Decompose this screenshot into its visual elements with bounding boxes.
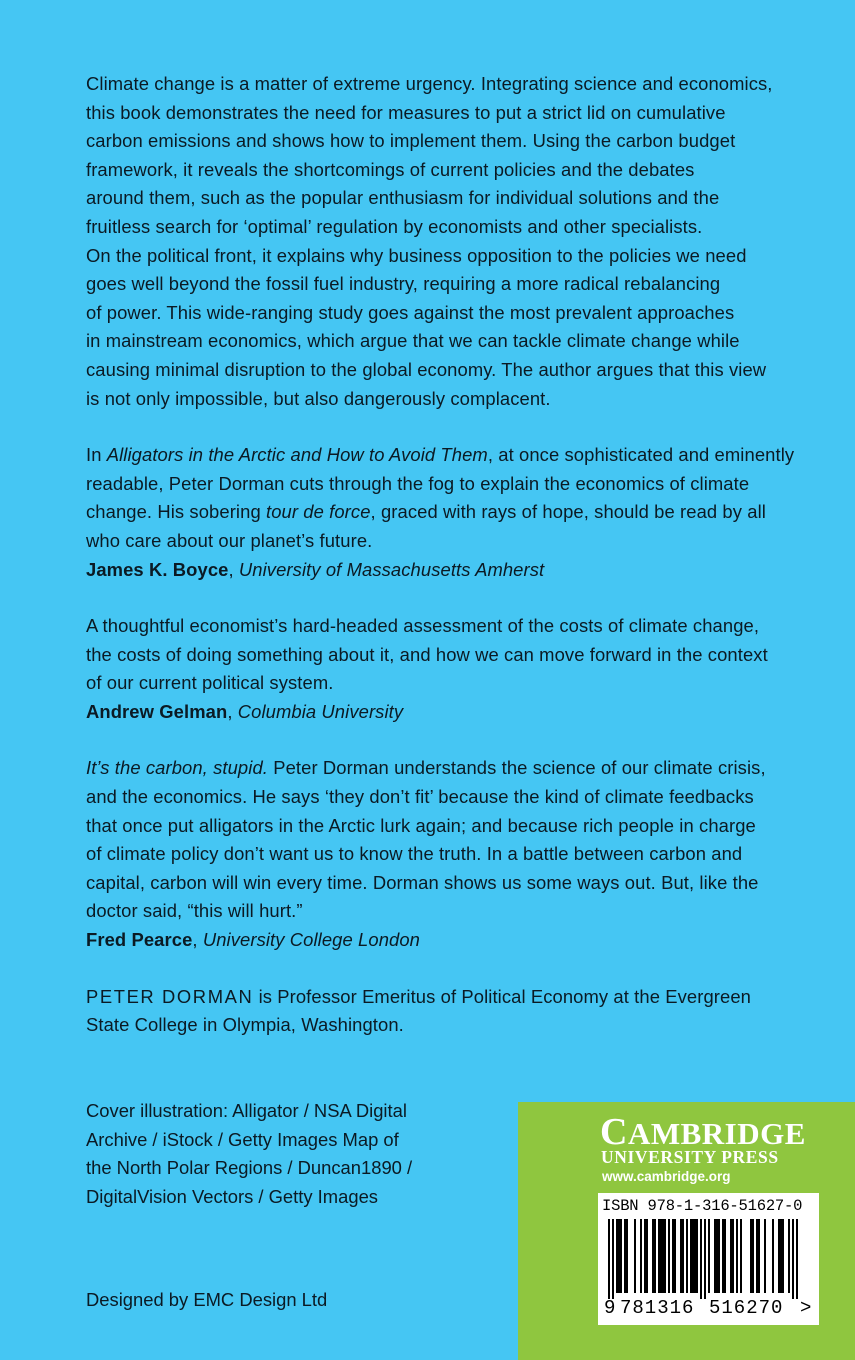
isbn-label: ISBN 978-1-316-51627-0	[602, 1197, 803, 1215]
credit-line: Archive / iStock / Getty Images Map of	[86, 1128, 399, 1150]
barcode-bar	[724, 1219, 726, 1293]
barcode-bar	[758, 1219, 760, 1293]
barcode-bar	[692, 1219, 694, 1293]
blurb-line: causing minimal disruption to the global economy. The author argues that this view	[86, 358, 767, 380]
barcode-bar	[740, 1219, 742, 1293]
barcode-bar	[764, 1219, 766, 1293]
blurb-line: is not only impossible, but also dangerously complacent.	[86, 387, 551, 409]
barcode-bar	[718, 1219, 720, 1293]
barcode-arrow: >	[800, 1297, 812, 1319]
blurb-line: framework, it reveals the shortcomings of current policies and the debates	[86, 158, 695, 180]
barcode-bar	[792, 1219, 794, 1299]
barcode-bar	[722, 1219, 724, 1293]
barcode-bar	[644, 1219, 646, 1293]
bio-line: State College in Olympia, Washington.	[86, 1014, 404, 1036]
blurb-line: around them, such as the popular enthusiasm for individual solutions and the	[86, 187, 720, 209]
barcode-digit-first: 9	[604, 1297, 616, 1319]
review-line: readable, Peter Dorman cuts through the fog to explain the economics of climate	[86, 472, 750, 494]
barcode-bar	[716, 1219, 718, 1293]
barcode-digits-right: 516270	[709, 1297, 784, 1319]
design-credit: Designed by EMC Design Ltd	[86, 1289, 328, 1310]
barcode-bar	[662, 1219, 664, 1293]
cover-credit	[86, 1097, 506, 1211]
reviewer-name: Andrew Gelman	[86, 700, 228, 722]
barcode-bar	[618, 1219, 620, 1293]
barcode-bar	[778, 1219, 780, 1293]
barcode-bar	[640, 1219, 642, 1293]
credit-line: Cover illustration: Alligator / NSA Digital	[86, 1100, 407, 1121]
review-line: the costs of doing something about it, and how we can move forward in the context	[86, 643, 768, 665]
blurb-line: Climate change is a matter of extreme urgency. Integrating science and economics,	[86, 73, 773, 94]
barcode-bar	[704, 1219, 706, 1299]
barcode-bar	[686, 1219, 688, 1293]
blurb-line: fruitless search for ‘optimal’ regulation by economists and other specialists.	[86, 215, 703, 237]
barcode-bar	[750, 1219, 752, 1293]
review-line: of climate policy don’t want us to know the truth. In a battle between carbon and	[86, 843, 743, 865]
barcode-bar	[620, 1219, 622, 1293]
publisher-logo: CAMBRIDGE	[600, 1111, 806, 1153]
blurb-line: of power. This wide-ranging study goes against the most prevalent approaches	[86, 301, 735, 323]
review-line: that once put alligators in the Arctic lurk again; and because rich people in charge	[86, 814, 756, 836]
barcode-digits-left: 781316	[620, 1297, 695, 1319]
barcode-bar	[700, 1219, 702, 1299]
credit-line: the North Polar Regions / Duncan1890 /	[86, 1157, 413, 1179]
credit-line: DigitalVision Vectors / Getty Images	[86, 1185, 378, 1207]
barcode-bar	[660, 1219, 662, 1293]
barcode-bar	[772, 1219, 774, 1293]
back-cover-text	[86, 70, 826, 1040]
review-gelman	[86, 612, 826, 726]
review-line: A thoughtful economist’s hard-headed assessment of the costs of climate change,	[86, 615, 760, 637]
review-line: change. His sobering tour de force, graced with rays of hope, should be read by all	[86, 501, 766, 523]
barcode-bar	[694, 1219, 696, 1293]
blurb-line: On the political front, it explains why business opposition to the policies we need	[86, 244, 747, 266]
publisher-panel	[518, 1102, 855, 1360]
reviewer-name: James K. Boyce	[86, 558, 229, 580]
barcode-bar	[682, 1219, 684, 1293]
blurb-line: in mainstream economics, which argue that we can tackle climate change while	[86, 330, 740, 352]
review-line: In Alligators in the Arctic and How to Avoid Them, at once sophisticated and eminently	[86, 444, 795, 466]
reviewer-attribution: James K. Boyce, University of Massachusetts Amherst	[86, 558, 545, 580]
blurb-line: this book demonstrates the need for measures to put a strict lid on cumulative	[86, 101, 726, 123]
review-line: capital, carbon will win every time. Dorman shows us some ways out. But, like the	[86, 871, 759, 893]
barcode-bar	[730, 1219, 732, 1293]
review-line: It’s the carbon, stupid. Peter Dorman understands the science of our climate crisis,	[86, 757, 766, 779]
barcode-bar	[788, 1219, 790, 1293]
reviewer-attribution: Andrew Gelman, Columbia University	[86, 700, 404, 722]
barcode-bar	[780, 1219, 782, 1293]
reviewer-affiliation: Columbia University	[237, 700, 404, 722]
book-title: Alligators in the Arctic and How to Avoid Them	[106, 444, 488, 466]
review-line: of our current political system.	[86, 672, 334, 694]
review-line: doctor said, “this will hurt.”	[86, 900, 303, 922]
barcode-bar	[626, 1219, 628, 1293]
barcode-bar	[668, 1219, 670, 1293]
barcode-bar	[674, 1219, 676, 1293]
blurb-line: carbon emissions and shows how to implement them. Using the carbon budget	[86, 130, 736, 152]
review-boyce	[86, 441, 826, 584]
barcode-bar	[652, 1219, 654, 1293]
author-bio	[86, 983, 826, 1040]
barcode-bar	[696, 1219, 698, 1293]
reviewer-affiliation: University of Massachusetts Amherst	[238, 558, 545, 580]
barcode-bar	[624, 1219, 626, 1293]
barcode-bar	[752, 1219, 754, 1293]
reviewer-name: Fred Pearce	[86, 929, 193, 951]
publisher-url: www.cambridge.org	[602, 1169, 731, 1184]
review-line: and the economics. He says ‘they don’t fit’ because the kind of climate feedbacks	[86, 786, 754, 808]
barcode-bar	[736, 1219, 738, 1293]
barcode-bar	[672, 1219, 674, 1293]
barcode-bar	[756, 1219, 758, 1293]
bio-line: PETER DORMAN is Professor Emeritus of Political Economy at the Evergreen	[86, 985, 752, 1007]
author-name: PETER DORMAN	[86, 985, 254, 1007]
blurb	[86, 70, 826, 413]
barcode-bar	[732, 1219, 734, 1293]
barcode-bar	[664, 1219, 666, 1293]
barcode-digits	[598, 1295, 819, 1323]
blurb-line: goes well beyond the fossil fuel industry, requiring a more radical rebalancing	[86, 273, 721, 295]
barcode-bar	[708, 1219, 710, 1293]
review-line: who care about our planet’s future.	[86, 529, 373, 551]
reviewer-attribution: Fred Pearce, University College London	[86, 929, 421, 951]
barcode-bar	[680, 1219, 682, 1293]
barcode-panel	[598, 1193, 819, 1325]
barcode-bar	[608, 1219, 610, 1299]
review-pearce	[86, 754, 826, 954]
publisher-subtitle: UNIVERSITY PRESS	[601, 1147, 779, 1167]
barcode-bar	[796, 1219, 798, 1299]
barcode-bar	[690, 1219, 692, 1293]
barcode-bar	[658, 1219, 660, 1293]
barcode-icon	[602, 1219, 798, 1299]
barcode-bar	[646, 1219, 648, 1293]
barcode-bar	[714, 1219, 716, 1293]
reviewer-affiliation: University College London	[202, 929, 421, 951]
barcode-bar	[616, 1219, 618, 1293]
barcode-bar	[782, 1219, 784, 1293]
barcode-bar	[634, 1219, 636, 1293]
barcode-bar	[612, 1219, 614, 1299]
barcode-bar	[654, 1219, 656, 1293]
